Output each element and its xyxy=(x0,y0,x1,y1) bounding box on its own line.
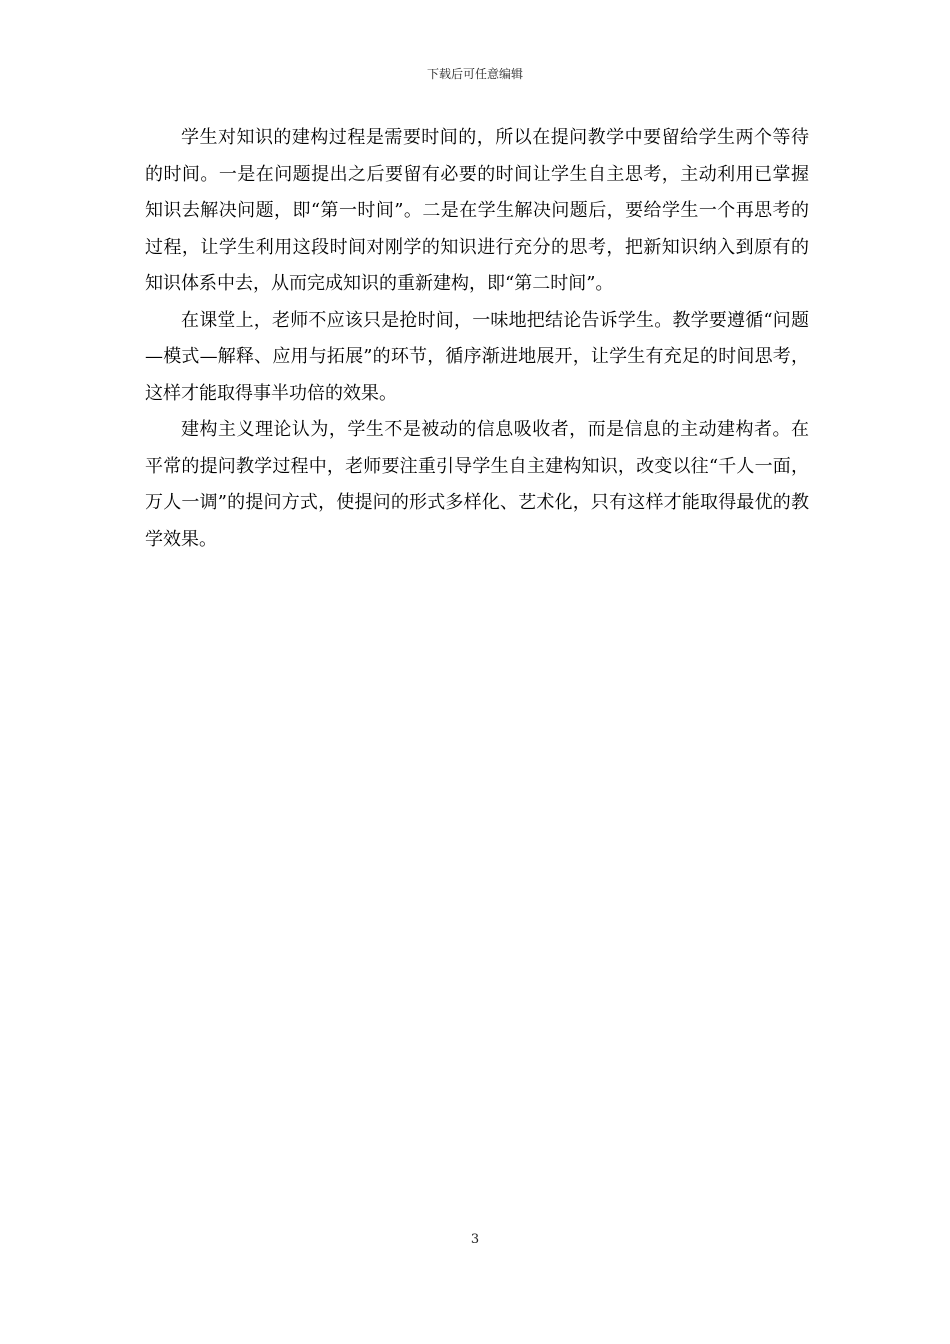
body-content xyxy=(145,120,809,558)
paragraph-3: 建构主义理论认为，学生不是被动的信息吸收者，而是信息的主动建构者。在平常的提问教学过程中，老师要注重引导学生自主建构知识，改变以往“千人一面，万人一调”的提问方式，使提问的形式多样化、艺术化，只有这样才能取得最优的教学效果。 xyxy=(145,419,809,550)
paragraph-2: 在课堂上，老师不应该只是抢时间，一味地把结论告诉学生。教学要遵循“问题—模式—解释、应用与拓展”的环节，循序渐进地展开，让学生有充足的时间思考，这样才能取得事半功倍的效果。 xyxy=(145,309,809,404)
page-header: 下载后可任意编辑 xyxy=(426,67,523,81)
page-number: 3 xyxy=(470,1232,480,1247)
paragraph-1: 学生对知识的建构过程是需要时间的，所以在提问教学中要留给学生两个等待的时间。一是在问题提出之后要留有必要的时间让学生自主思考，主动利用已掌握知识去解决问题，即“第一时间”。二是在学生解决问题后，要给学生一个再思考的过程，让学生利用这段时间对刚学的知识进行充分的思考，把新知识纳入到原有的知识体系中去，从而完成知识的重新建构，即“第二时间”。 xyxy=(145,127,809,294)
